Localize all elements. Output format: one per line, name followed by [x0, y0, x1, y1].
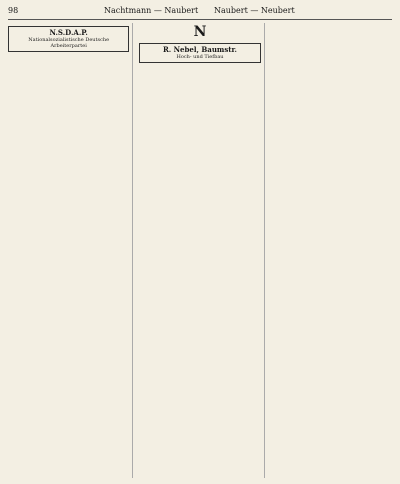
column-3: [271, 23, 392, 478]
column-2: [139, 23, 264, 478]
nebel-advert-box: [139, 43, 260, 63]
page-number: 98: [8, 6, 19, 15]
section-letter: N: [193, 24, 207, 40]
nebel-box-subtitle: Hoch- und Tiefbau: [176, 54, 224, 60]
running-head-right: Naubert — Neubert: [214, 6, 295, 15]
directory-columns: [8, 23, 392, 478]
header-rule: [8, 19, 392, 20]
nsdap-box-title: N.S.D.A.P.: [49, 28, 88, 37]
page-header: [8, 6, 392, 18]
running-head-left: Nachtmann — Naubert: [104, 6, 199, 15]
nsdap-box-subtitle: Nationalsozialistische Deutsche Arbeiterpartei: [28, 37, 110, 49]
column-1: [8, 23, 133, 478]
nsdap-box: [8, 26, 129, 52]
nebel-box-title: R. Nebel, Baumstr.: [162, 45, 237, 54]
